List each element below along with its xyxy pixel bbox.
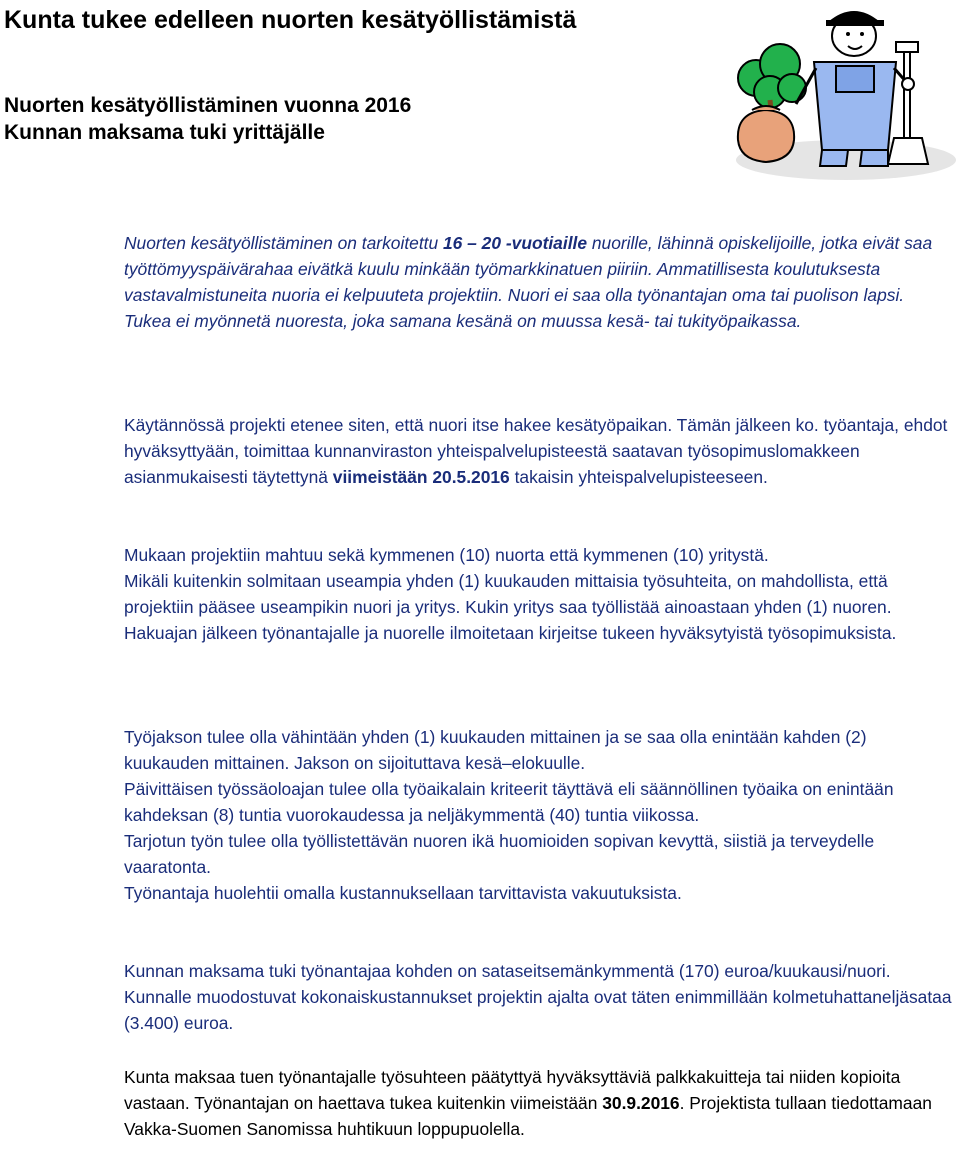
payment-announcement: . Projektista tullaan tiedottamaan Vakka-Suomen Sanomissa huhtikuun loppupuolella. — [124, 1093, 932, 1139]
eligibility-age-range: 16 – 20 -vuotiaille — [443, 233, 588, 253]
work-insurance: Työnantaja huolehtii omalla kustannuksellaan tarvittavista vakuutuksista. — [124, 883, 682, 903]
paragraph-subsidy: Kunnan maksama tuki työnantajaa kohden on sataseitsemänkymmentä (170) euroa/kuukausi/nuori. Kunnalle muodostuvat kokonaiskustannukset projektin ajalta ovat täten enimmillään kolmetuhattaneljäsataa (3.400) euroa. — [124, 961, 952, 1033]
eligibility-intro: Nuorten kesätyöllistäminen on tarkoitettu — [124, 233, 443, 253]
capacity-count: Mukaan projektiin mahtuu sekä kymmenen (10) nuorta että kymmenen (10) yritystä. — [124, 545, 769, 565]
paragraph-payment — [124, 1064, 954, 1142]
page-title: Kunta tukee edelleen nuorten kesätyöllistämistä — [4, 6, 577, 34]
work-suitability: Tarjotun työn tulee olla työllistettävän nuoren ikä huomioiden sopivan kevyttä, siistiä ja terveydelle vaaratonta. — [124, 831, 875, 877]
work-hours: Päivittäisen työssäoloajan tulee olla työaikalain kriteerit täyttävä eli säännöllinen työaika on enintään kahdeksan (8) tuntia vuorokaudessa ja neljäkymmentä (40) tuntia viikossa. — [124, 779, 894, 825]
worker-illustration — [718, 0, 960, 192]
capacity-rules: Mikäli kuitenkin solmitaan useampia yhden (1) kuukauden mittaisia työsuhteita, on mahdollista, että projektiin pääsee useampikin nuori ja yritys. Kukin yritys saa työllistää ainoastaan yhden (1) nuoren. Hakuajan jälkeen työnantajalle ja nuorelle ilmoitetaan kirjeitse tukeen hyväksytyistä työsopimuksista. — [124, 571, 897, 643]
paragraph-process — [124, 412, 954, 490]
process-text: Käytännössä projekti etenee siten, että nuori itse hakee kesätyöpaikan. Tämän jälkeen ko. työantaja, ehdot hyväksyttyään, toimittaa kunnanviraston yhteispalvelupisteestä saatavan työsopimuslomakkeen asianmukaisesti täytettynä — [124, 415, 948, 487]
payment-deadline: 30.9.2016 — [602, 1093, 680, 1113]
eligibility-details: nuorille, lähinnä opiskelijoille, jotka eivät saa työttömyyspäivärahaa eivätkä kuulu minkään työmarkkinatuen piiriin. Ammatillisesta koulutuksesta vastavalmistuneita nuoria ei kelpuuteta projektiin. Nuori ei saa olla työnantajan oma tai puolison lapsi. Tukea ei myönnetä nuoresta, joka samana kesänä on muussa kesä- tai tukityöpaikassa. — [124, 233, 933, 331]
process-deadline: viimeistään 20.5.2016 — [332, 467, 510, 487]
subtitle-line-2: Kunnan maksama tuki yrittäjälle — [4, 121, 325, 144]
work-period: Työjakson tulee olla vähintään yhden (1) kuukauden mittainen ja se saa olla enintään kahden (2) kuukauden mittainen. Jakson on sijoituttava kesä–elokuulle. — [124, 727, 867, 773]
process-return: takaisin yhteispalvelupisteeseen. — [509, 467, 768, 487]
page-subtitle — [4, 92, 411, 146]
paragraph-work-terms — [124, 724, 954, 906]
paragraph-capacity — [124, 542, 954, 646]
paragraph-eligibility — [124, 230, 954, 334]
payment-text: Kunta maksaa tuen työnantajalle työsuhteen päätyttyä hyväksyttäviä palkkakuitteja tai niiden kopioita vastaan. Työnantajan on haettava tukea kuitenkin viimeistään — [124, 1067, 901, 1113]
subtitle-line-1: Nuorten kesätyöllistäminen vuonna 2016 — [4, 94, 412, 117]
